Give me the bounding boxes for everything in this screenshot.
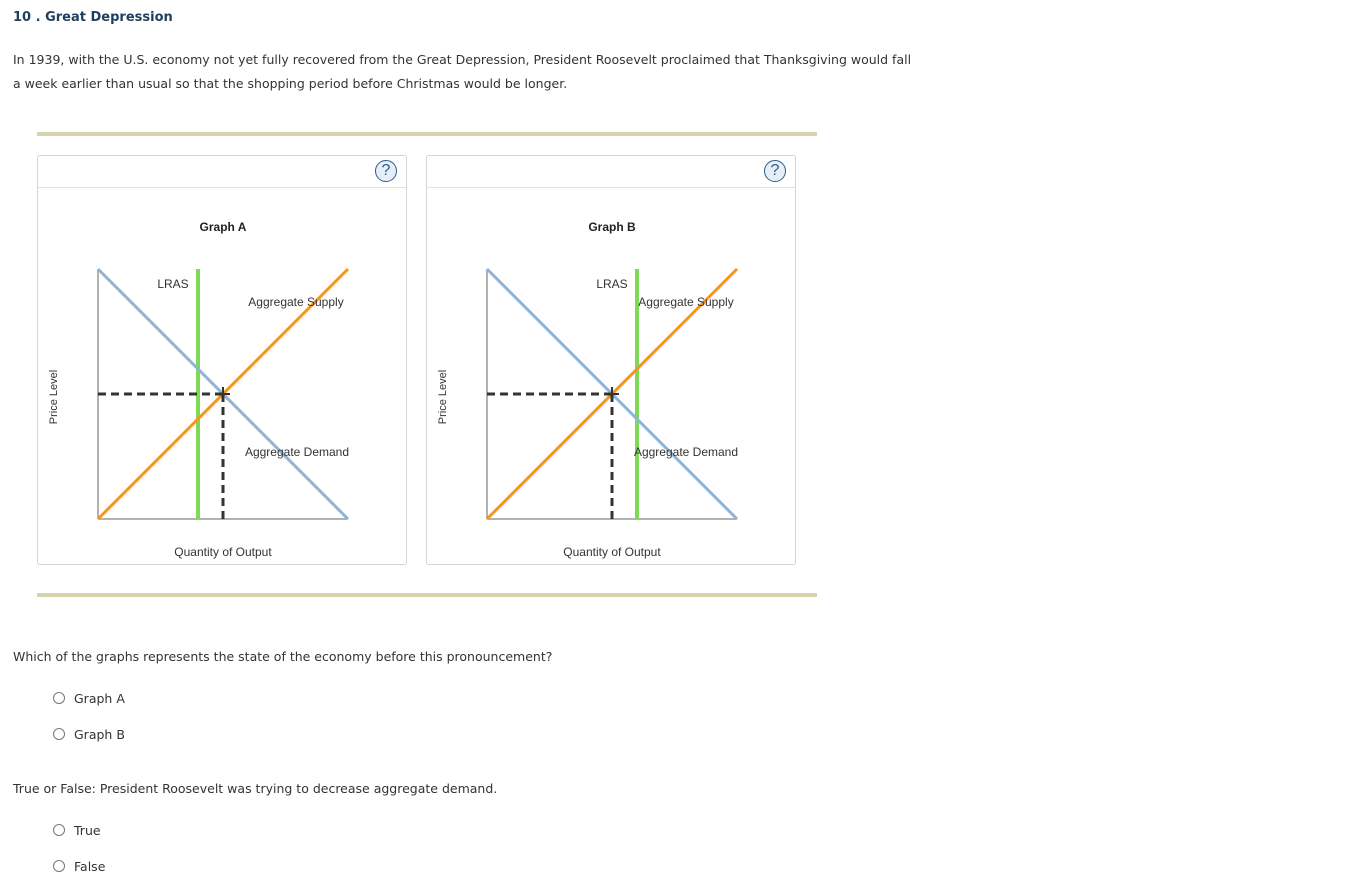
bottom-divider	[37, 593, 817, 597]
option-graph-a[interactable]	[53, 690, 125, 706]
question-title: 10 . Great Depression	[13, 10, 173, 25]
graph-a-demand-label: Aggregate Demand	[244, 445, 350, 459]
option-true-label: True	[74, 822, 101, 838]
graph-a-help-icon[interactable]: ?	[375, 160, 397, 182]
graph-a-y-axis-label: Price Level	[48, 369, 60, 425]
graph-b-supply-label: Aggregate Supply	[638, 295, 734, 309]
option-graph-a-label: Graph A	[74, 690, 125, 706]
graph-b-demand-label: Aggregate Demand	[633, 445, 739, 459]
option-false-label: False	[74, 858, 106, 874]
graph-b-title: Graph B	[588, 220, 636, 234]
radio-graph-b[interactable]	[53, 728, 65, 740]
option-true[interactable]	[53, 822, 101, 838]
graph-a-lras-label: LRAS	[157, 277, 189, 291]
graph-a-supply-label: Aggregate Supply	[248, 295, 344, 309]
question-2-text: True or False: President Roosevelt was trying to decrease aggregate demand.	[13, 781, 498, 796]
radio-false[interactable]	[53, 860, 65, 872]
question-1-text: Which of the graphs represents the state of the economy before this pronouncement?	[13, 649, 553, 664]
graph-a-panel	[37, 155, 407, 565]
radio-true[interactable]	[53, 824, 65, 836]
graph-b-y-axis-label: Price Level	[437, 369, 449, 425]
top-divider	[37, 132, 817, 136]
graph-b-help-icon[interactable]: ?	[764, 160, 786, 182]
graph-b-panel	[426, 155, 796, 565]
option-graph-b-label: Graph B	[74, 726, 125, 742]
option-graph-b[interactable]	[53, 726, 125, 742]
radio-graph-a[interactable]	[53, 692, 65, 704]
graph-b-x-axis-label: Quantity of Output	[563, 545, 661, 559]
option-false[interactable]	[53, 858, 105, 874]
graph-b-chart	[427, 156, 797, 566]
graph-b-lras-label: LRAS	[596, 277, 628, 291]
graph-a-title: Graph A	[199, 220, 247, 234]
intro-text: In 1939, with the U.S. economy not yet fully recovered from the Great Depression, President Roosevelt proclaimed that Thanksgiving would fall a week earlier than usual so that the shopping period before Christmas would be longer.	[13, 52, 912, 91]
graph-a-chart	[38, 156, 408, 566]
graph-a-x-axis-label: Quantity of Output	[174, 545, 272, 559]
